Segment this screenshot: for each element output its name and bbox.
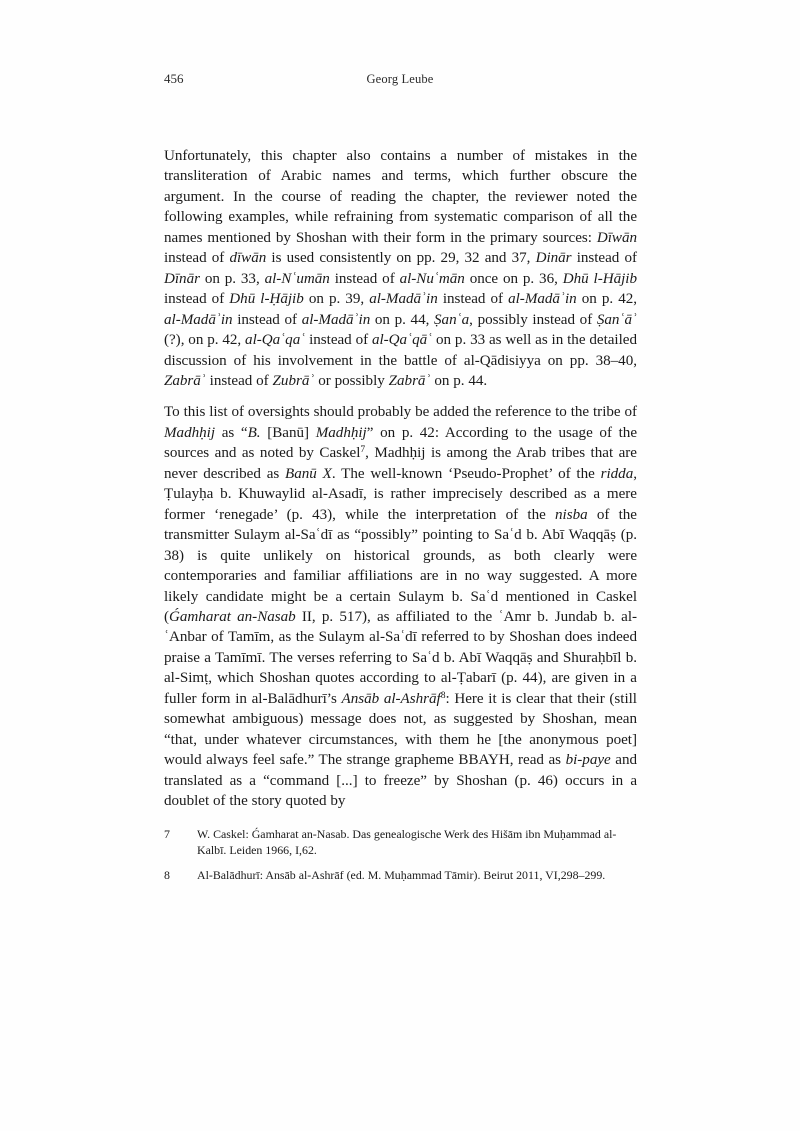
italic-term: Dhū l-Ḥājib xyxy=(229,291,304,308)
text-run: on p. 44. xyxy=(430,372,488,389)
italic-term: Zabrāʾ xyxy=(388,372,431,389)
text-run: , possibly instead of xyxy=(469,311,597,328)
italic-term: ridda xyxy=(600,465,634,482)
text-run: ” on p. 42: According to the usage of the sources and as noted by Caskel xyxy=(164,424,638,462)
text-run: Al-Balādhurī: Ansāb al-Ashrāf (ed. M. Muḥammad Tāmir). Beirut 2011, VI,298–299. xyxy=(197,868,606,883)
text-run: as “ xyxy=(215,424,248,441)
italic-term: Dīnār xyxy=(164,270,200,287)
text-run: To this list of oversights should probably be added the reference to the tribe of xyxy=(164,404,637,421)
text-run: instead of xyxy=(164,250,230,267)
text-run: or possibly xyxy=(314,372,389,389)
text-run: and translated as a “command [...] to freeze” by Shoshan (p. 46) occurs in a doublet of the story quoted by xyxy=(164,752,638,810)
text-run: on p. 39, xyxy=(303,291,370,308)
footnote-text xyxy=(197,826,642,858)
text-run: instead of xyxy=(571,250,638,267)
text-run: on p. 42, xyxy=(576,291,638,308)
para-oversights xyxy=(164,402,637,811)
italic-term: B. xyxy=(247,424,261,441)
italic-term: Ṣanʿa xyxy=(434,311,470,328)
running-head xyxy=(164,70,636,88)
footnote-reference[interactable]: 7 xyxy=(360,444,366,456)
italic-term: al-Madāʾin xyxy=(164,311,233,328)
italic-term: Dīwān xyxy=(596,229,637,246)
text-run: instead of xyxy=(329,270,400,287)
text-run: instead of xyxy=(232,311,302,328)
footnote xyxy=(164,826,642,858)
text-run: is used consistently on pp. 29, 32 and 37, xyxy=(266,250,536,267)
footnote-text xyxy=(197,867,642,883)
italic-term: Zubrāʾ xyxy=(272,372,315,389)
italic-term: Madhḥij xyxy=(315,424,367,441)
italic-term: nisba xyxy=(555,506,588,523)
footnote-number: 8 xyxy=(164,868,170,883)
text-run: (?), on p. 42, xyxy=(164,332,246,349)
italic-term: al-Madāʾin xyxy=(508,291,577,308)
italic-term: al-Madāʾin xyxy=(301,311,371,328)
text-run: once on p. 36, xyxy=(464,270,563,287)
running-title: Georg Leube xyxy=(366,72,434,86)
text-run: on p. 33, xyxy=(199,270,265,287)
text-run: : Here it is clear that their (still somewhat ambiguous) message does not, as suggested by Shoshan, mean “that, under whatever circumstances, with them he [the anonymous poet] would always feel safe.” The strange grapheme BBAYH, read as xyxy=(164,690,637,769)
text-run: on p. 33 as well as in the detailed discussion of his involvement in the battle of al-Qādisiyya on pp. 38–40, xyxy=(164,332,637,369)
text-run: W. Caskel: Ǵamharat an-Nasab. Das genealogische Werk des Hišām ibn Muḥammad al-Kalbī. Leiden 1966, I,62. xyxy=(197,827,617,858)
italic-term: Banū X xyxy=(285,465,332,482)
text-run: instead of xyxy=(164,291,230,308)
italic-term: Dinār xyxy=(535,250,572,267)
italic-term: Zabrāʾ xyxy=(164,372,206,389)
para-transliteration-mistakes xyxy=(164,146,637,391)
italic-term: Ǵamharat an-Nasab xyxy=(169,608,296,625)
footnote-area xyxy=(164,826,642,893)
text-run: instead of xyxy=(437,291,509,308)
footnote xyxy=(164,867,642,883)
footnote-reference[interactable]: 8 xyxy=(440,689,446,701)
italic-term: Madhḥij xyxy=(164,424,216,441)
italic-term: al-Madāʾin xyxy=(369,291,438,308)
text-run: instead of xyxy=(205,372,273,389)
italic-term: Dhū l-Hājib xyxy=(562,270,637,287)
footnote-number: 7 xyxy=(164,827,170,841)
text-run: Unfortunately, this chapter also contains a number of mistakes in the transliteration of Arabic names and terms, which further obscure the argument. In the course of reading the chapter, the reviewer noted the following examples, while refraining from systematic comparison of all the names mentioned by Shoshan with their form in the primary sources: xyxy=(164,148,637,246)
italic-term: Ansāb al-Ashrāf xyxy=(341,690,441,707)
text-run: . The well-known ‘Pseudo-Prophet’ of the xyxy=(331,465,601,482)
text-run: of the transmitter Sulaym al-Saʿdī as “possibly” pointing to Saʿd b. Abī Waqqāṣ (p. 38) is quite unlikely on historical grounds, as both clearly were contemporaries and familiar affiliations are in no way suggested. A more likely candidate might be a certain Sulaym b. Saʿd mentioned in Caskel ( xyxy=(164,506,637,625)
italic-term: al-Nuʿmān xyxy=(399,270,465,287)
italic-term: al-Qaʿqaʿ xyxy=(245,332,306,349)
italic-term: bi-paye xyxy=(565,752,611,769)
italic-term: dīwān xyxy=(229,250,267,267)
text-run: II, p. 517), as affiliated to the ʿAmr b. Jundab b. al-ʿAnbar of Tamīm, as the Sulaym al-Saʿdī referred to by Shoshan does indeed praise a Tamīmī. The verses referring to Saʿd b. Abī Waqqāṣ and Shuraḥbīl b. al-Simṭ, which Shoshan quotes according to al-Ṭabarī (p. 44), are given in a fuller form in al-Balādhurī’s xyxy=(164,608,638,707)
body-text-column xyxy=(164,146,637,812)
italic-term: Ṣanʿāʾ xyxy=(596,311,637,328)
italic-term: al-Nʿumān xyxy=(264,270,330,287)
text-run: , Madhḥij is among the Arab tribes that are never described as xyxy=(164,445,637,482)
text-run: , Ṭulayḥa b. Khuwaylid al-Asadī, is rather imprecisely described as a mere former ‘renegade’ (p. 43), while the interpretation of the xyxy=(164,465,637,523)
italic-term: al-Qaʿqāʿ xyxy=(371,332,433,349)
text-run: [Banū] xyxy=(260,424,316,441)
text-run: instead of xyxy=(305,332,372,349)
text-run: on p. 44, xyxy=(370,311,435,328)
page-number: 456 xyxy=(164,71,184,86)
